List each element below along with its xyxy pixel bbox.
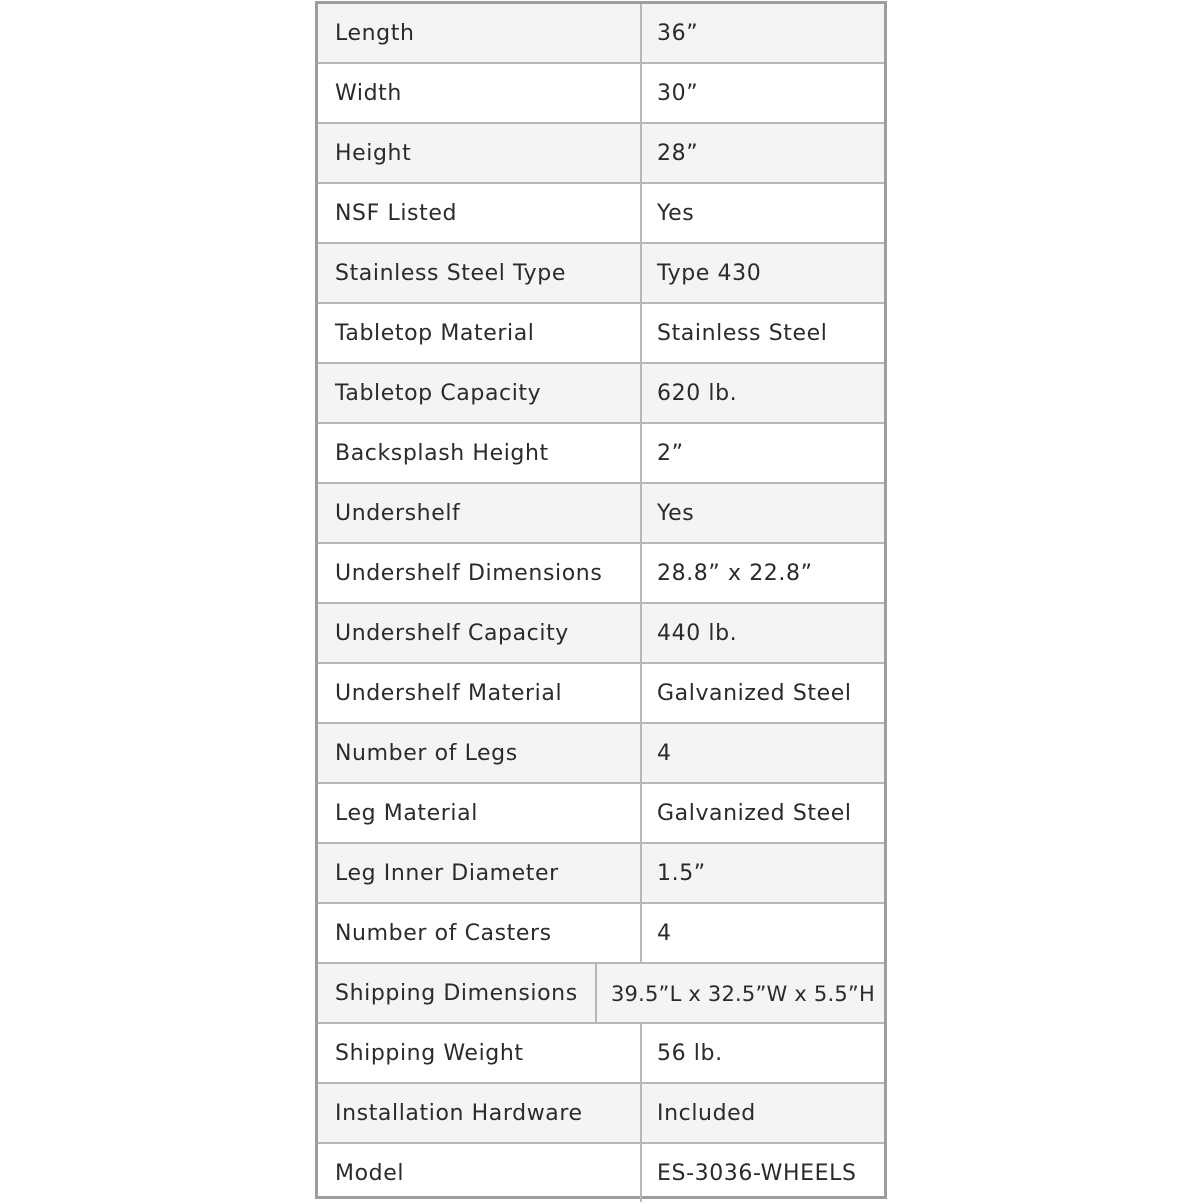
column-divider [640, 1084, 642, 1142]
spec-label: Number of Casters [335, 921, 552, 946]
spec-row-tabletop-material [318, 304, 884, 364]
spec-row-nsf-listed [318, 184, 884, 244]
column-divider [640, 844, 642, 902]
spec-row-undershelf [318, 484, 884, 544]
spec-row-shipping-dimensions [318, 964, 884, 1024]
spec-row-height [318, 124, 884, 184]
column-divider [640, 304, 642, 362]
column-divider [640, 724, 642, 782]
spec-row-number-of-legs [318, 724, 884, 784]
spec-row-backsplash-height [318, 424, 884, 484]
spec-row-undershelf-material [318, 664, 884, 724]
spec-value: 28” [657, 141, 699, 166]
spec-value: 39.5”L x 32.5”W x 5.5”H [611, 982, 875, 1006]
column-divider [595, 964, 597, 1022]
spec-row-shipping-weight [318, 1024, 884, 1084]
spec-value: 440 lb. [657, 621, 738, 646]
spec-row-tabletop-capacity [318, 364, 884, 424]
spec-value: ES-3036-WHEELS [657, 1161, 857, 1186]
spec-label: Leg Material [335, 801, 478, 826]
column-divider [640, 784, 642, 842]
spec-label: Undershelf [335, 501, 461, 526]
spec-label: Undershelf Dimensions [335, 561, 603, 586]
spec-value: 1.5” [657, 861, 706, 886]
spec-label: Installation Hardware [335, 1101, 583, 1126]
column-divider [640, 1024, 642, 1082]
column-divider [640, 424, 642, 482]
spec-value: 620 lb. [657, 381, 738, 406]
spec-label: Shipping Weight [335, 1041, 524, 1066]
spec-label: Shipping Dimensions [335, 981, 578, 1006]
column-divider [640, 1144, 642, 1202]
spec-row-number-of-casters [318, 904, 884, 964]
spec-value: Galvanized Steel [657, 801, 852, 826]
column-divider [640, 64, 642, 122]
spec-value: Yes [657, 501, 695, 526]
spec-label: NSF Listed [335, 201, 458, 226]
spec-value: 4 [657, 741, 672, 766]
spec-value: 56 lb. [657, 1041, 723, 1066]
spec-label: Stainless Steel Type [335, 261, 566, 286]
column-divider [640, 664, 642, 722]
spec-label: Number of Legs [335, 741, 518, 766]
spec-value: Yes [657, 201, 695, 226]
spec-value: 28.8” x 22.8” [657, 561, 813, 586]
spec-value: 30” [657, 81, 699, 106]
column-divider [640, 244, 642, 302]
column-divider [640, 4, 642, 62]
spec-value: 36” [657, 21, 699, 46]
spec-label: Tabletop Capacity [335, 381, 542, 406]
spec-value: Type 430 [657, 261, 762, 286]
column-divider [640, 124, 642, 182]
spec-value: Galvanized Steel [657, 681, 852, 706]
spec-table [315, 1, 887, 1199]
column-divider [640, 184, 642, 242]
spec-row-width [318, 64, 884, 124]
spec-row-undershelf-capacity [318, 604, 884, 664]
spec-row-length [318, 4, 884, 64]
spec-label: Leg Inner Diameter [335, 861, 559, 886]
spec-label: Backsplash Height [335, 441, 549, 466]
spec-label: Width [335, 81, 402, 106]
spec-label: Length [335, 21, 415, 46]
column-divider [640, 364, 642, 422]
spec-label: Undershelf Capacity [335, 621, 569, 646]
spec-row-installation-hardware [318, 1084, 884, 1144]
spec-value: Stainless Steel [657, 321, 828, 346]
column-divider [640, 904, 642, 962]
spec-row-leg-material [318, 784, 884, 844]
column-divider [640, 604, 642, 662]
spec-label: Tabletop Material [335, 321, 535, 346]
spec-row-leg-inner-diameter [318, 844, 884, 904]
spec-label: Undershelf Material [335, 681, 563, 706]
column-divider [640, 484, 642, 542]
spec-value: 2” [657, 441, 684, 466]
spec-label: Model [335, 1161, 405, 1186]
spec-row-undershelf-dimensions [318, 544, 884, 604]
spec-value: 4 [657, 921, 672, 946]
spec-label: Height [335, 141, 412, 166]
spec-value: Included [657, 1101, 756, 1126]
column-divider [640, 544, 642, 602]
spec-row-stainless-steel-type [318, 244, 884, 304]
spec-row-model [318, 1144, 884, 1204]
